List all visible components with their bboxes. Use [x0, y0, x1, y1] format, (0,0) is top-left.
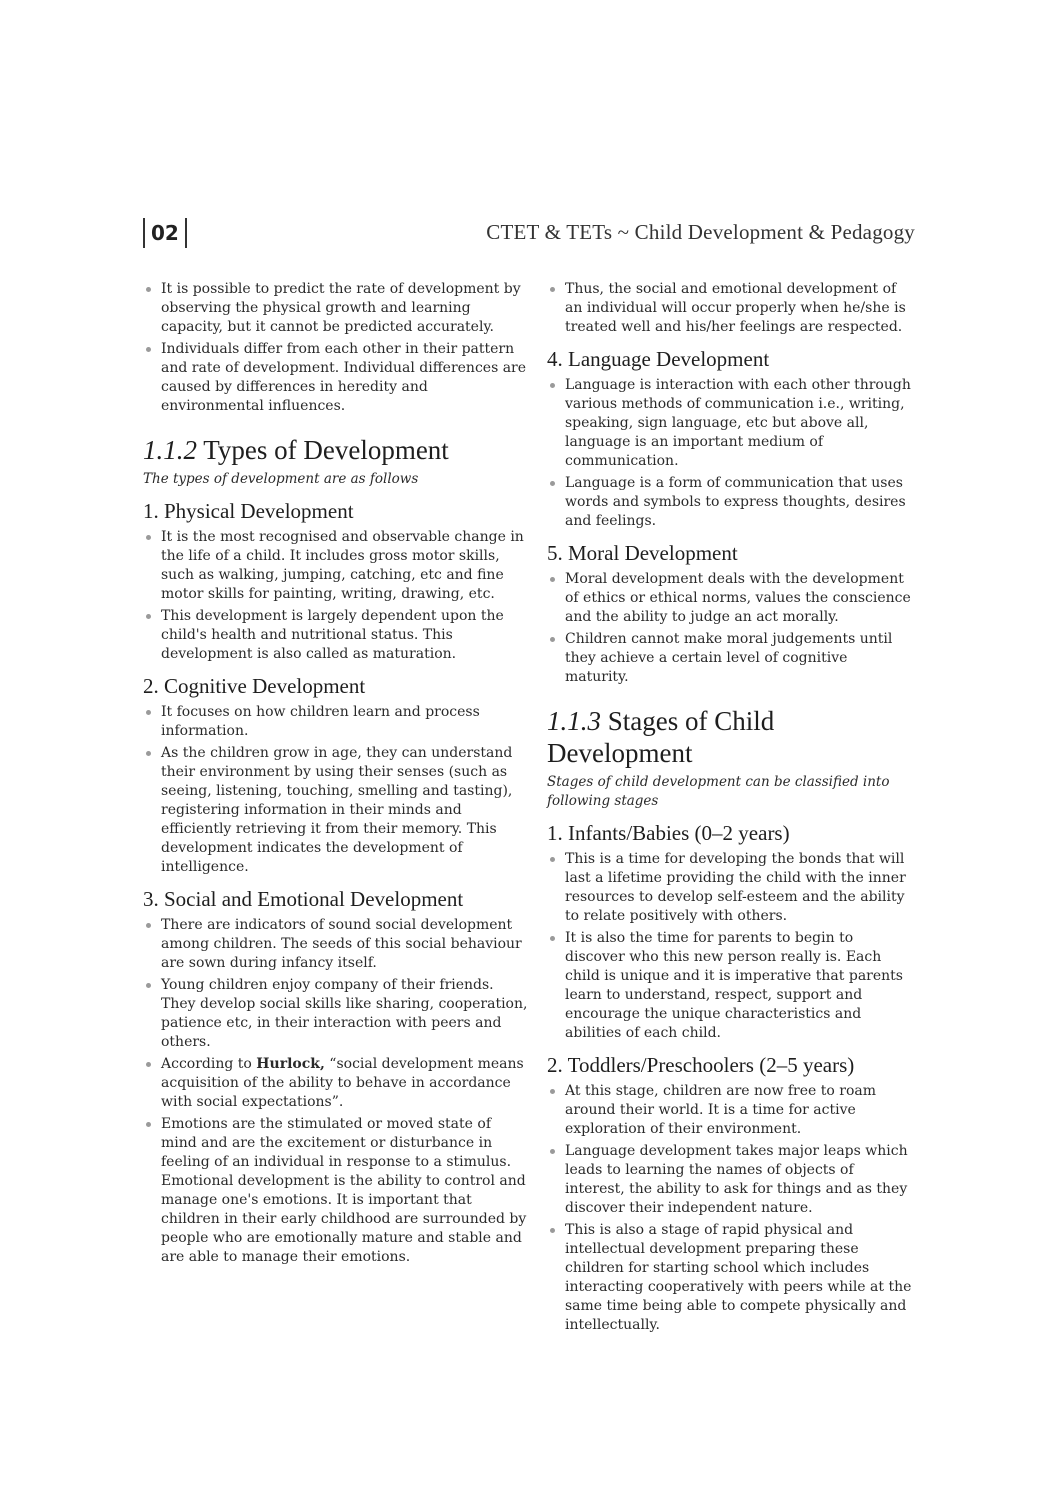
list-item: It is the most recognised and observable change in the life of a child. It includes gross motor skills, such as walking, jumping, catching, etc and fine motor skills for painting, writing, drawing, etc. — [143, 528, 528, 604]
social-bullet-list — [143, 916, 528, 1267]
intro-bullet-list — [143, 280, 528, 416]
page-number: 02 — [143, 218, 187, 248]
list-item: It is also the time for parents to begin to discover who this new person really is. Each child is unique and it is imperative that parents learn to understand, respect, support and encourage the unique characteristics and abilities of each child. — [547, 929, 915, 1043]
social-continued-list — [547, 280, 915, 337]
list-item: This is also a stage of rapid physical and intellectual development preparing these children for starting school which includes interacting cooperatively with peers while at the same time being able to compete physically and intellectually. — [547, 1221, 915, 1335]
section-intro: The types of development are as follows — [143, 471, 419, 487]
subheading-language: 4. Language Development — [547, 347, 770, 371]
subheading-social: 3. Social and Emotional Development — [143, 887, 464, 911]
list-item: It is possible to predict the rate of development by observing the physical growth and learning capacity, but it cannot be predicted accurately. — [143, 280, 528, 337]
left-column — [143, 280, 528, 1270]
cognitive-bullet-list — [143, 703, 528, 877]
subheading-toddlers: 2. Toddlers/Preschoolers (2–5 years) — [547, 1053, 855, 1077]
section-heading-stages — [547, 705, 915, 769]
section-number: 1.1.3 — [547, 706, 601, 736]
section-title: Stages of Child Development — [547, 706, 775, 768]
section-heading-types — [143, 434, 528, 466]
moral-bullet-list — [547, 570, 915, 687]
list-item: This is a time for developing the bonds that will last a lifetime providing the child with the inner resources to develop self-esteem and the ability to relate positively with others. — [547, 850, 915, 926]
toddlers-bullet-list — [547, 1082, 915, 1335]
physical-bullet-list — [143, 528, 528, 664]
list-item-hurlock — [143, 1055, 528, 1112]
section-intro: Stages of child development can be classified into following stages — [547, 774, 890, 809]
section-title: Types of Development — [203, 435, 449, 465]
list-item: As the children grow in age, they can understand their environment by using their senses (such as seeing, listening, touching, smelling and tasting), registering information in their minds and efficiently retrieving it from their memory. This development indicates the development of intelligence. — [143, 744, 528, 877]
hurlock-name: Hurlock, — [256, 1056, 325, 1072]
list-item: At this stage, children are now free to roam around their world. It is a time for active exploration of their environment. — [547, 1082, 915, 1139]
hurlock-prefix: According to — [161, 1056, 257, 1072]
list-item: Emotions are the stimulated or moved state of mind and are the excitement or disturbance in feeling of an individual in response to a stimulus. Emotional development is the ability to control and manage one's emotions. It is important that children in their early childhood are surrounded by people who are emotionally mature and stable and are able to manage their emotions. — [143, 1115, 528, 1267]
list-item: This development is largely dependent upon the child's health and nutritional status. This development is also called as maturation. — [143, 607, 528, 664]
list-item: Moral development deals with the development of ethics or ethical norms, values the conscience and the ability to judge an act morally. — [547, 570, 915, 627]
list-item: It focuses on how children learn and process information. — [143, 703, 528, 741]
section-number: 1.1.2 — [143, 435, 197, 465]
list-item: Young children enjoy company of their friends. They develop social skills like sharing, cooperation, patience etc, in their interaction with peers and others. — [143, 976, 528, 1052]
infants-bullet-list — [547, 850, 915, 1043]
running-title: CTET & TETs ~ Child Development & Pedagogy — [486, 220, 915, 244]
subheading-physical: 1. Physical Development — [143, 499, 354, 523]
list-item: Language is a form of communication that uses words and symbols to express thoughts, desires and feelings. — [547, 474, 915, 531]
list-item: Thus, the social and emotional development of an individual will occur properly when he/she is treated well and his/her feelings are respected. — [547, 280, 915, 337]
list-item: Language is interaction with each other through various methods of communication i.e., writing, speaking, sign language, etc but above all, language is an important medium of communication. — [547, 376, 915, 471]
list-item: Individuals differ from each other in their pattern and rate of development. Individual differences are caused by differences in heredity and environmental influences. — [143, 340, 528, 416]
subheading-cognitive: 2. Cognitive Development — [143, 674, 366, 698]
right-column — [547, 280, 915, 1338]
subheading-moral: 5. Moral Development — [547, 541, 738, 565]
language-bullet-list — [547, 376, 915, 531]
page-header — [143, 218, 915, 250]
list-item: There are indicators of sound social development among children. The seeds of this social behaviour are sown during infancy itself. — [143, 916, 528, 973]
subheading-infants: 1. Infants/Babies (0–2 years) — [547, 821, 790, 845]
hurlock-quote: “social development means acquisition of the ability to behave in accordance with social expectations”. — [161, 1056, 524, 1110]
list-item: Language development takes major leaps which leads to learning the names of objects of interest, the ability to ask for things and as they discover their independent nature. — [547, 1142, 915, 1218]
list-item: Children cannot make moral judgements until they achieve a certain level of cognitive maturity. — [547, 630, 915, 687]
